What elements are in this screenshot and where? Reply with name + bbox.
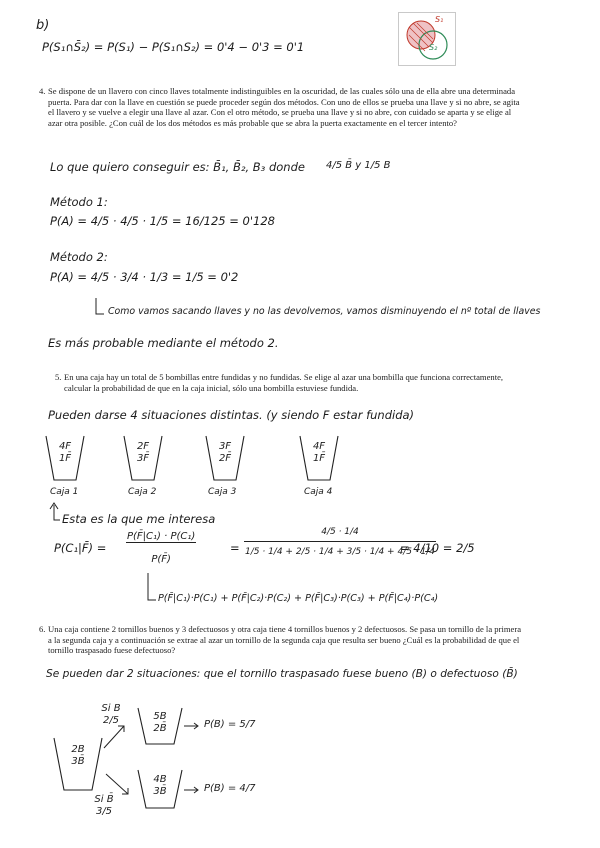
venn-s1-label: S₁: [435, 15, 444, 24]
problem-4-text: Se dispone de un llavero con cinco llaves totalmente indistinguibles en la oscuridad, de las cuales sólo una de ella abre una determinada puerta. Para dar con la llave en cuestión se puede proceder según dos métodos. Con uno de ellos se prueba una llave y si no abre, se agita el llavero y se vuelve a elegir una llave al azar. Con el otro método, se prueba una llave y si no abre, con cuidado se aparta y se elige al azar otra posible. ¿Con cuál de los dos métodos es más probable que se abra la puerta exactamente en el tercer intento?: [48, 86, 520, 128]
p6-branch-bottom-prob: 3/5: [95, 806, 113, 817]
venn-diagram: [398, 12, 456, 66]
venn-s2-label: S₂: [429, 43, 438, 52]
p4-method1-title: Método 1:: [50, 195, 108, 209]
p5-box1-bottom: 1F̄: [58, 453, 72, 464]
p5-bayes-num: P(F̄|C₁) · P(C₁): [127, 531, 196, 542]
p5-box3: [206, 441, 244, 465]
p5-box4-top: 4F: [312, 441, 326, 452]
p6-box-left-bottom: 3B̄: [71, 756, 85, 767]
p6-branch-bottom: [86, 794, 122, 818]
p5-box3-bottom: 2F̄: [218, 453, 232, 464]
p5-arrow-note: Esta es la que me interesa: [62, 512, 216, 526]
p5-box3-top: 3F: [218, 441, 232, 452]
p5-box2-top: 2F: [136, 441, 150, 452]
problem-4-number: 4.: [39, 86, 46, 96]
problem-6-statement: [39, 624, 526, 656]
part-b-label: b): [36, 18, 50, 33]
p5-result: = 4/10 = 2/5: [400, 541, 475, 555]
p6-box-top: [140, 711, 180, 735]
p6-box-top-bottom: 2B̄: [153, 723, 167, 734]
p5-box2-label: Caja 2: [128, 487, 157, 497]
p5-equals: =: [230, 541, 240, 555]
problem-6-text: Una caja contiene 2 tornillos buenos y 3 defectuosos y otra caja tiene 4 tornillos buenos y 2 defectuosos. Se pasa un tornillo de la primera a la segunda caja y a continuación se extrae al azar un tornillo de la segunda caja que resulta ser bueno ¿Cuál es la probabilidad de que el tornillo traspasado fuese defectuoso?: [48, 624, 522, 656]
problem-5-number: 5.: [55, 372, 62, 382]
p6-branch-bottom-label: Si B̄: [94, 794, 114, 805]
p4-intro-fractions: 4/5 B̄ y 1/5 B: [326, 160, 391, 171]
p5-bayes-den: P(F̄): [151, 554, 171, 565]
p4-method1-eq: P(A) = 4/5 · 4/5 · 1/5 = 16/125 = 0'128: [50, 214, 275, 228]
p5-box2-bottom: 3F̄: [136, 453, 150, 464]
p4-method2-title: Método 2:: [50, 250, 108, 264]
problem-5-text: En una caja hay un total de 5 bombillas entre fundidas y no fundidas. Se elige al azar una bombilla que funciona correctamente, calcular la probabilidad de que en la caja inicial, sólo una bombilla estuviese fundida.: [64, 372, 504, 393]
p4-conclusion: Es más probable mediante el método 2.: [48, 336, 279, 350]
p5-total-prob: P(F̄|C₁)·P(C₁) + P(F̄|C₂)·P(C₂) + P(F̄|C₃)·P(C₃) + P(F̄|C₄)·P(C₄): [158, 593, 439, 604]
problem-6-number: 6.: [39, 624, 46, 634]
p5-intro: Pueden darse 4 situaciones distintas. (y siendo F estar fundida): [48, 408, 415, 422]
p5-eq2-den: 1/5 · 1/4 + 2/5 · 1/4 + 3/5 · 1/4 + 4/5 · 1/4: [245, 547, 435, 557]
p6-result-bottom: P(B) = 4/7: [204, 783, 256, 794]
p5-box4-label: Caja 4: [304, 487, 333, 497]
p5-bayes-frac: [126, 532, 196, 565]
p5-box1: [46, 441, 84, 465]
p5-box4-bottom: 1F̄: [312, 453, 326, 464]
p6-box-bottom-top: 4B: [153, 774, 167, 785]
venn-svg: [399, 13, 455, 65]
p6-box-bottom: [140, 774, 180, 798]
p6-box-left-top: 2B: [71, 744, 85, 755]
p6-branch-top: [96, 703, 126, 727]
p5-box4: [300, 441, 338, 465]
p5-box1-top: 4F: [58, 441, 72, 452]
p4-intro: Lo que quiero conseguir es: B̄₁, B̄₂, B₃ donde: [50, 160, 305, 174]
p5-eq2-num: 4/5 · 1/4: [244, 528, 436, 542]
p6-box-top-top: 5B: [153, 711, 167, 722]
p6-branch-top-prob: 2/5: [102, 715, 120, 726]
p4-method2-eq: P(A) = 4/5 · 3/4 · 1/3 = 1/5 = 0'2: [50, 270, 239, 284]
p6-branch-top-label: Si B: [101, 703, 121, 714]
p6-box-bottom-bottom: 3B̄: [153, 786, 167, 797]
p5-box2: [124, 441, 162, 465]
problem-5-statement: [55, 372, 504, 393]
p5-bayes-lhs: P(C₁|F̄) =: [54, 541, 107, 555]
p5-box3-label: Caja 3: [208, 487, 237, 497]
p6-result-top: P(B) = 5/7: [204, 719, 256, 730]
p4-method2-note: Como vamos sacando llaves y no las devolvemos, vamos disminuyendo el nº total de llaves: [108, 306, 541, 317]
problem-4-statement: [39, 86, 526, 128]
p6-intro: Se pueden dar 2 situaciones: que el tornillo traspasado fuese bueno (B) o defectuoso (B̄): [46, 668, 518, 680]
part-b-equation: P(S₁∩S̄₂) = P(S₁) − P(S₁∩S₂) = 0'4 − 0'3 = 0'1: [42, 40, 305, 54]
p5-box1-label: Caja 1: [50, 487, 79, 497]
p6-box-left: [56, 744, 100, 768]
